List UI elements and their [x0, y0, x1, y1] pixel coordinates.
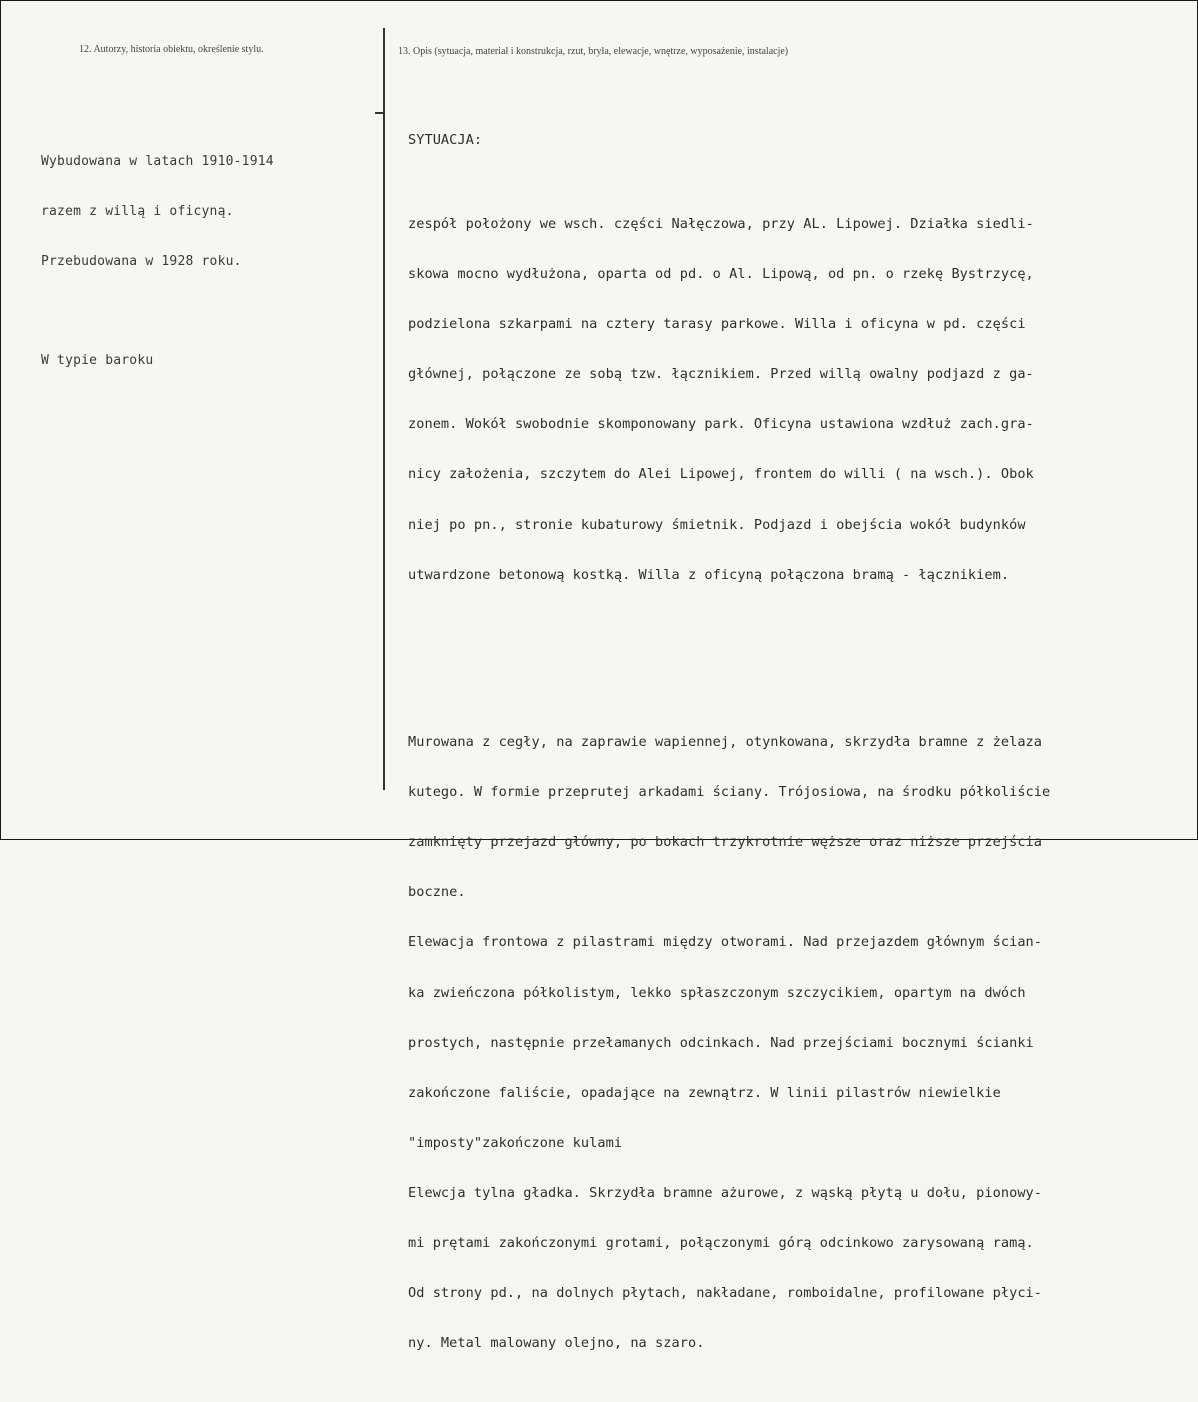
divider-tick	[375, 112, 383, 114]
text-line: Murowana z cegły, na zaprawie wapiennej, otynkowana, skrzydła bramne z żelaza	[408, 734, 1043, 751]
paragraph-construction	[408, 701, 1168, 1386]
text-line: "imposty"zakończone kulami	[408, 1134, 623, 1151]
text-line: ny. Metal malowany olejno, na szaro.	[408, 1335, 705, 1352]
text-line: skowa mocno wydłużona, oparta od pd. o Al. Lipową, od pn. o rzekę Bystrzycę,	[408, 266, 1034, 283]
history-line: Wybudowana w latach 1910-1914	[41, 154, 274, 170]
section-title: SYTUACJA:	[408, 132, 483, 149]
text-line: ka zwieńczona półkolistym, lekko spłaszczonym szczycikiem, opartym na dwóch	[408, 984, 1026, 1001]
text-line: głównej, połączone ze sobą tzw. łącznikiem. Przed willą owalny podjazd z ga-	[408, 366, 1034, 383]
column-divider	[383, 28, 385, 790]
section-13-header: 13. Opis (sytuacja, materiał i konstrukcja, rzut, bryła, elewacje, wnętrze, wyposażenie, instalacje)	[398, 46, 789, 57]
text-line: kutego. W formie przeprutej arkadami ściany. Trójosiowa, na środku półkoliście	[408, 784, 1051, 801]
text-line: prostych, następnie przełamanych odcinkach. Nad przejściami bocznymi ścianki	[408, 1034, 1034, 1051]
text-line: Elewacja frontowa z pilastrami między otworami. Nad przejazdem głównym ścian-	[408, 934, 1043, 951]
section-12-header: 12. Autorzy, historia obiektu, określenie stylu.	[79, 44, 264, 55]
history-line: Przebudowana w 1928 roku.	[41, 253, 242, 269]
text-line: utwardzone betonową kostką. Willa z oficyną połączona bramą - łącznikiem.	[408, 566, 1010, 583]
text-line: niej po pn., stronie kubaturowy śmietnik. Podjazd i obejścia wokół budynków	[408, 516, 1026, 533]
text-line: Od strony pd., na dolnych płytach, nakładane, romboidalne, profilowane płyci-	[408, 1285, 1043, 1302]
text-line: zespół położony we wsch. części Nałęczowa, przy AL. Lipowej. Działka siedli-	[408, 215, 1034, 232]
style-line: W typie baroku	[41, 352, 154, 368]
text-line: mi prętami zakończonymi grotami, połączonymi górą odcinkowo zarysowaną ramą.	[408, 1235, 1034, 1252]
text-line: zamknięty przejazd główny, po bokach trzykrotnie węższe oraz niższe przejścia	[408, 834, 1043, 851]
text-line: zonem. Wokół swobodnie skomponowany park. Oficyna ustawiona wzdłuż zach.gra-	[408, 416, 1034, 433]
authors-history-style	[41, 121, 371, 386]
history-line: razem z willą i oficyną.	[41, 203, 234, 219]
text-line: boczne.	[408, 884, 466, 901]
paragraph-situation	[408, 183, 1168, 617]
text-line: podzielona szkarpami na cztery tarasy parkowe. Willa i oficyna w pd. części	[408, 316, 1026, 333]
text-line: Elewcja tylna gładka. Skrzydła bramne ażurowe, z wąską płytą u dołu, pionowy-	[408, 1185, 1043, 1201]
text-line: zakończone faliście, opadające na zewnątrz. W linii pilastrów niewielkie	[408, 1084, 1001, 1101]
description-text	[408, 99, 1168, 1402]
text-line: nicy założenia, szczytem do Alei Lipowej, frontem do willi ( na wsch.). Obok	[408, 466, 1034, 483]
